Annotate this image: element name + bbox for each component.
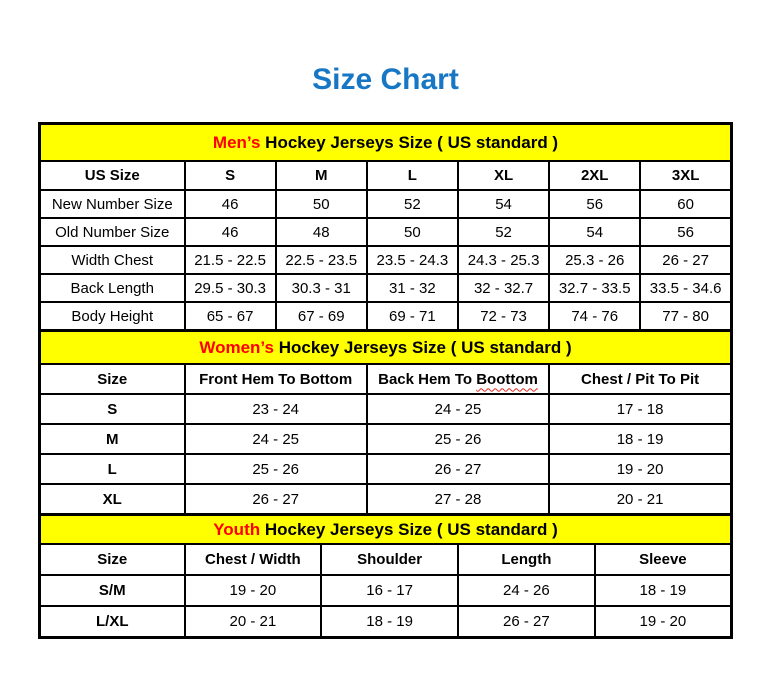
value-cell: 25 - 26 [367, 424, 549, 454]
value-cell: 32.7 - 33.5 [549, 274, 640, 302]
value-cell: 19 - 20 [595, 606, 732, 638]
table-row-women-m [40, 424, 732, 454]
value-cell: 16 - 17 [321, 575, 458, 606]
mens-section-highlight: Men’s [212, 132, 261, 152]
youth-header-row [40, 544, 732, 575]
value-cell: 52 [367, 190, 458, 218]
value-cell: 26 - 27 [367, 454, 549, 484]
column-header-cell: S [185, 161, 276, 190]
value-cell: 21.5 - 22.5 [185, 246, 276, 274]
table-row-body-height [40, 302, 732, 331]
column-header-cell: Front Hem To Bottom [185, 364, 367, 394]
womens-section-heading-rest: Hockey Jerseys Size ( US standard ) [273, 337, 572, 357]
value-cell: 25 - 26 [185, 454, 367, 484]
value-cell: 24.3 - 25.3 [458, 246, 549, 274]
mens-header-row [40, 161, 732, 190]
row-label-cell: Width Chest [40, 246, 185, 274]
youth-section-heading-rest: Hockey Jerseys Size ( US standard ) [260, 519, 558, 539]
value-cell: 56 [640, 218, 731, 246]
row-label-cell: L [40, 454, 185, 484]
row-label-cell: L/XL [40, 606, 185, 638]
row-label-cell: S/M [40, 575, 185, 606]
value-cell: 26 - 27 [458, 606, 595, 638]
value-cell: 46 [185, 218, 276, 246]
value-cell: 60 [640, 190, 731, 218]
value-cell: 18 - 19 [595, 575, 732, 606]
womens-section-band-row [40, 331, 732, 365]
table-row-youth-lxl [40, 606, 732, 638]
column-header-cell: XL [458, 161, 549, 190]
womens-section-heading [40, 331, 732, 365]
value-cell: 18 - 19 [321, 606, 458, 638]
value-cell: 69 - 71 [367, 302, 458, 331]
value-cell: 26 - 27 [185, 484, 367, 515]
mens-section-heading [40, 124, 732, 162]
value-cell: 48 [276, 218, 367, 246]
value-cell: 52 [458, 218, 549, 246]
value-cell: 20 - 21 [549, 484, 731, 515]
column-header-cell: Size [40, 544, 185, 575]
value-cell: 24 - 25 [367, 394, 549, 424]
value-cell: 23 - 24 [185, 394, 367, 424]
column-header-cell: US Size [40, 161, 185, 190]
column-header-cell-back-hem [367, 364, 549, 394]
column-header-cell: 2XL [549, 161, 640, 190]
value-cell: 18 - 19 [549, 424, 731, 454]
table-row-old-number-size [40, 218, 732, 246]
table-row-new-number-size [40, 190, 732, 218]
table-row-width-chest [40, 246, 732, 274]
value-cell: 77 - 80 [640, 302, 731, 331]
value-cell: 30.3 - 31 [276, 274, 367, 302]
value-cell: 25.3 - 26 [549, 246, 640, 274]
mens-section-band-row [40, 124, 732, 162]
value-cell: 26 - 27 [640, 246, 731, 274]
womens-section-highlight: Women’s [199, 337, 274, 357]
table-row-women-xl [40, 484, 732, 515]
womens-size-table [38, 329, 733, 516]
value-cell: 50 [367, 218, 458, 246]
value-cell: 67 - 69 [276, 302, 367, 331]
column-header-cell: 3XL [640, 161, 731, 190]
youth-section-band-row [40, 515, 732, 545]
column-header-cell: Chest / Width [185, 544, 322, 575]
mens-size-table [38, 122, 733, 332]
table-row-women-s [40, 394, 732, 424]
column-header-cell: Size [40, 364, 185, 394]
value-cell: 20 - 21 [185, 606, 322, 638]
value-cell: 24 - 25 [185, 424, 367, 454]
value-cell: 65 - 67 [185, 302, 276, 331]
row-label-cell: New Number Size [40, 190, 185, 218]
value-cell: 54 [549, 218, 640, 246]
row-label-cell: Old Number Size [40, 218, 185, 246]
value-cell: 56 [549, 190, 640, 218]
size-chart-page [38, 0, 733, 639]
table-row-youth-sm [40, 575, 732, 606]
value-cell: 24 - 26 [458, 575, 595, 606]
womens-header-row [40, 364, 732, 394]
value-cell: 17 - 18 [549, 394, 731, 424]
value-cell: 31 - 32 [367, 274, 458, 302]
table-row-back-length [40, 274, 732, 302]
youth-size-table [38, 513, 733, 639]
value-cell: 27 - 28 [367, 484, 549, 515]
youth-section-heading [40, 515, 732, 545]
value-cell: 74 - 76 [549, 302, 640, 331]
value-cell: 23.5 - 24.3 [367, 246, 458, 274]
value-cell: 46 [185, 190, 276, 218]
value-cell: 32 - 32.7 [458, 274, 549, 302]
back-hem-label: Back Hem To [378, 370, 477, 388]
column-header-cell: Chest / Pit To Pit [549, 364, 731, 394]
column-header-cell: L [367, 161, 458, 190]
row-label-cell: XL [40, 484, 185, 515]
row-label-cell: S [40, 394, 185, 424]
value-cell: 50 [276, 190, 367, 218]
mens-section-heading-rest: Hockey Jerseys Size ( US standard ) [260, 132, 559, 152]
column-header-cell: Sleeve [595, 544, 732, 575]
value-cell: 22.5 - 23.5 [276, 246, 367, 274]
value-cell: 19 - 20 [185, 575, 322, 606]
page-title: Size Chart [312, 63, 459, 96]
column-header-cell: M [276, 161, 367, 190]
row-label-cell: Back Length [40, 274, 185, 302]
row-label-cell: Body Height [40, 302, 185, 331]
value-cell: 54 [458, 190, 549, 218]
row-label-cell: M [40, 424, 185, 454]
column-header-cell: Shoulder [321, 544, 458, 575]
value-cell: 72 - 73 [458, 302, 549, 331]
misspelled-word-squiggle: Boottom [476, 370, 538, 388]
youth-section-highlight: Youth [213, 519, 261, 539]
value-cell: 33.5 - 34.6 [640, 274, 731, 302]
value-cell: 19 - 20 [549, 454, 731, 484]
value-cell: 29.5 - 30.3 [185, 274, 276, 302]
column-header-cell: Length [458, 544, 595, 575]
table-row-women-l [40, 454, 732, 484]
